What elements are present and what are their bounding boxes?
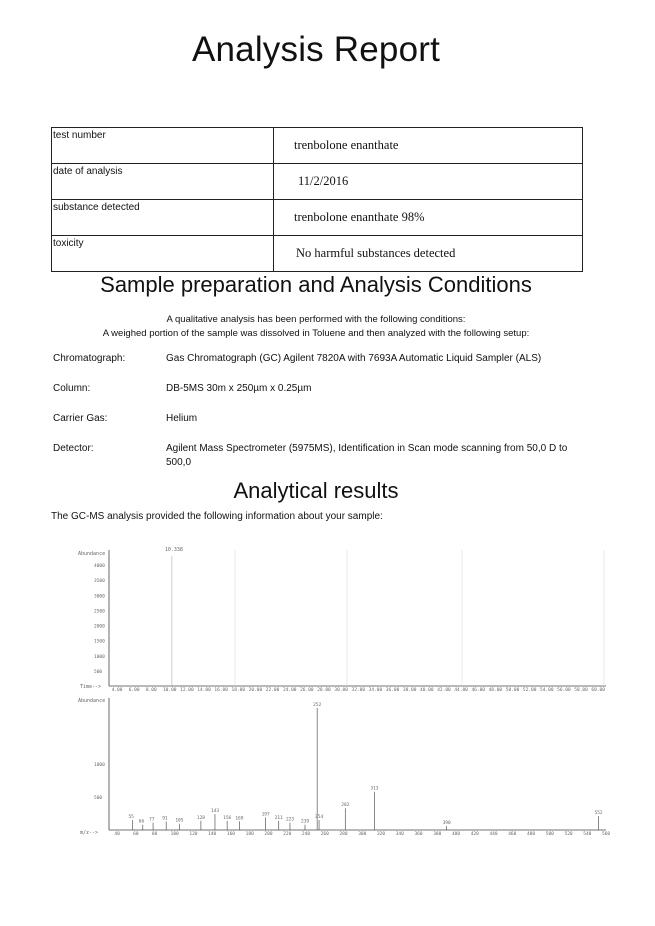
x-tick-label: 36.00 [385, 688, 400, 693]
column-label: Column: [53, 383, 91, 394]
column-value: DB-5MS 30m x 250µm x 0.25µm [166, 383, 312, 394]
x-tick-label: 34.00 [368, 688, 383, 693]
peak-mz-label: 143 [210, 809, 220, 815]
x-tick-label: 22.00 [265, 688, 280, 693]
y-tick-label: 4000 [94, 564, 105, 570]
y-tick-label: 1000 [94, 654, 105, 660]
toxicity-label: toxicity [52, 236, 274, 272]
conditions-intro-2: A weighed portion of the sample was dissolved in Toluene and then analyzed with the following setup: [102, 328, 530, 339]
substance-label: substance detected [52, 200, 274, 236]
x-tick-label: 120 [189, 832, 198, 837]
x-tick-label: 480 [526, 832, 536, 837]
y-tick-label: 1500 [94, 639, 105, 645]
x-tick-label: 4.00 [111, 688, 123, 693]
x-axis-label: Time--> [80, 684, 102, 690]
x-tick-label: 340 [395, 832, 404, 837]
x-tick-label: 420 [470, 832, 479, 837]
peak-mz-label: 105 [175, 818, 184, 824]
x-tick-label: 12.00 [180, 688, 194, 693]
x-tick-label: 40.00 [420, 688, 434, 693]
x-tick-label: 16.00 [214, 688, 228, 693]
x-tick-label: 18.00 [231, 688, 246, 693]
x-tick-label: 8.00 [145, 688, 157, 693]
x-tick-label: 14.00 [197, 688, 211, 693]
peak-mz-label: 156 [223, 815, 232, 821]
x-tick-label: 40 [114, 832, 120, 837]
x-tick-label: 520 [564, 832, 573, 837]
peak-mz-label: 55 [128, 815, 134, 821]
x-tick-label: 200 [264, 832, 273, 837]
x-tick-label: 500 [545, 832, 554, 837]
x-tick-label: 360 [414, 832, 423, 837]
x-tick-label: 400 [451, 832, 461, 837]
x-tick-label: 220 [283, 832, 292, 837]
peak-mz-label: 390 [442, 821, 451, 827]
y-axis-label: Abundance [78, 551, 106, 557]
x-tick-label: 46.00 [471, 688, 486, 693]
x-tick-label: 28.00 [317, 688, 331, 693]
x-tick-label: 160 [226, 832, 236, 837]
x-tick-label: 80 [151, 832, 158, 837]
peak-mz-label: 223 [285, 817, 295, 823]
x-tick-label: 6.00 [128, 688, 140, 693]
table-row [52, 164, 583, 200]
x-tick-label: 260 [320, 832, 329, 837]
x-tick-label: 44.00 [454, 688, 468, 693]
y-tick-label: 3500 [94, 579, 105, 585]
detector-value: Agilent Mass Spectrometer (5975MS), Identification in Scan mode scanning from 50,0 D to 500,0 [166, 443, 568, 468]
x-tick-label: 320 [376, 832, 386, 837]
x-tick-label: 58.00 [574, 688, 588, 693]
x-tick-label: 300 [358, 832, 367, 837]
x-tick-label: 20.00 [248, 688, 263, 693]
info-table [51, 127, 583, 272]
x-tick-label: 10.00 [162, 688, 177, 693]
substance-value: trenbolone enanthate 98% [274, 200, 583, 236]
table-row [52, 128, 583, 164]
peak-mz-label: 197 [261, 812, 270, 818]
table-row [52, 236, 583, 272]
conditions-intro-1: A qualitative analysis has been performed with the following conditions: [166, 314, 466, 325]
peak-mz-label: 254 [315, 815, 324, 821]
detector-label: Detector: [53, 443, 94, 454]
peak-mz-label: 252 [313, 702, 322, 708]
results-heading: Analytical results [233, 478, 399, 503]
y-tick-label: 500 [94, 669, 103, 675]
test-number-value: trenbolone enanthate [274, 128, 583, 164]
results-intro: The GC-MS analysis provided the following information about your sample: [51, 511, 383, 522]
toxicity-value: No harmful substances detected [274, 236, 583, 272]
peak-mz-label: 282 [341, 803, 350, 809]
carrier-gas-value: Helium [166, 413, 198, 424]
y-tick-label: 2500 [94, 609, 105, 615]
x-tick-label: 280 [339, 832, 348, 837]
y-tick-label: 500 [94, 796, 103, 801]
y-tick-label: 1000 [94, 763, 105, 768]
date-label: date of analysis [52, 164, 274, 200]
peak-label: 10.338 [164, 547, 183, 553]
x-tick-label: 140 [208, 832, 217, 837]
x-tick-label: 560 [602, 832, 611, 837]
x-tick-label: 380 [433, 832, 442, 837]
x-tick-label: 54.00 [540, 688, 554, 693]
x-tick-label: 60.00 [591, 688, 605, 693]
mass-spectrum [78, 698, 610, 837]
x-tick-label: 52.00 [522, 688, 537, 693]
x-tick-label: 540 [583, 832, 592, 837]
date-value: 11/2/2016 [274, 164, 583, 200]
x-tick-label: 240 [301, 832, 311, 837]
table-row [52, 200, 583, 236]
conditions-heading: Sample preparation and Analysis Conditions [100, 272, 532, 297]
x-tick-label: 24.00 [282, 688, 297, 693]
x-axis-label: m/z--> [80, 830, 99, 836]
peak-mz-label: 552 [594, 811, 603, 817]
tic-chromatogram [78, 547, 606, 693]
x-tick-label: 42.00 [437, 688, 451, 693]
x-tick-label: 60 [133, 832, 139, 837]
x-tick-label: 48.00 [488, 688, 503, 693]
test-number-label: test number [52, 128, 274, 164]
x-tick-label: 440 [489, 832, 498, 837]
report-title: Analysis Report [191, 30, 441, 69]
x-tick-label: 50.00 [505, 688, 520, 693]
x-tick-label: 30.00 [334, 688, 348, 693]
chromatograph-value: Gas Chromatograph (GC) Agilent 7820A with 7693A Automatic Liquid Sampler (ALS) [166, 353, 542, 364]
peak-mz-label: 211 [274, 815, 283, 821]
peak-mz-label: 239 [300, 819, 310, 825]
peak-mz-label: 91 [162, 816, 168, 822]
carrier-gas-label: Carrier Gas: [53, 413, 108, 424]
x-tick-label: 32.00 [351, 688, 366, 693]
x-tick-label: 100 [170, 832, 179, 837]
chromatograph-label: Chromatograph: [53, 353, 126, 364]
x-tick-label: 26.00 [300, 688, 314, 693]
peak-mz-label: 77 [149, 817, 155, 823]
x-tick-label: 56.00 [557, 688, 571, 693]
y-tick-label: 2000 [94, 624, 105, 630]
peak-mz-label: 313 [370, 786, 379, 792]
x-tick-label: 38.00 [402, 688, 417, 693]
x-tick-label: 180 [245, 832, 254, 837]
gcms-figure [0, 538, 655, 843]
peak-mz-label: 169 [235, 816, 244, 822]
peak-mz-label: 128 [196, 815, 206, 821]
y-tick-label: 3000 [94, 594, 105, 600]
peak-mz-label: 66 [138, 819, 145, 825]
y-axis-label: Abundance [78, 698, 106, 704]
x-tick-label: 460 [508, 832, 517, 837]
